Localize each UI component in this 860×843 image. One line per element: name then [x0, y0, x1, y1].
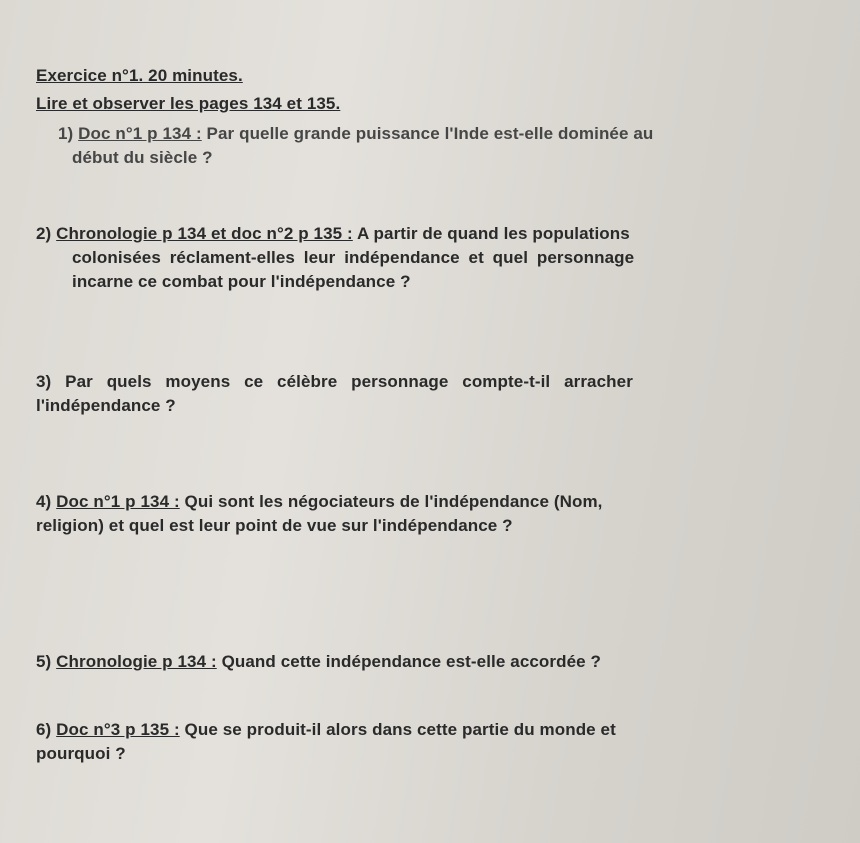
question-4-line-1: [36, 492, 603, 512]
question-6-line-1: [36, 720, 616, 740]
question-3-line-2: [36, 396, 176, 416]
question-1-reference: Doc n°1 p 134 :: [78, 124, 202, 143]
question-4-line-2: [36, 516, 513, 536]
question-6-text-1: Que se produit-il alors dans cette partie du monde et: [184, 720, 616, 739]
question-3-text-2: l'indépendance ?: [36, 396, 176, 415]
question-2-number: 2): [36, 224, 52, 243]
exercise-title: [36, 66, 243, 86]
question-4-text-1: Qui sont les négociateurs de l'indépendance (Nom,: [184, 492, 603, 511]
question-4-number: 4): [36, 492, 52, 511]
exercise-title-text: Exercice n°1. 20 minutes.: [36, 66, 243, 85]
question-5-line-1: [36, 652, 601, 672]
question-6-reference: Doc n°3 p 135 :: [56, 720, 180, 739]
exercise-instructions-text: Lire et observer les pages 134 et 135.: [36, 94, 341, 113]
question-2-line-3: [72, 272, 411, 292]
question-6-number: 6): [36, 720, 52, 739]
question-2-line-1: [36, 224, 630, 244]
question-5-text-1: Quand cette indépendance est-elle accordée ?: [221, 652, 602, 671]
question-1-text-2: début du siècle ?: [72, 148, 213, 167]
question-4-reference: Doc n°1 p 134 :: [56, 492, 180, 511]
question-1-text-1: Par quelle grande puissance l'Inde est-elle dominée au: [206, 124, 654, 143]
question-5-reference: Chronologie p 134 :: [56, 652, 217, 671]
question-3-line-1: [36, 372, 633, 392]
question-1-number: 1): [58, 124, 74, 143]
question-6-text-2: pourquoi ?: [36, 744, 126, 763]
question-5-number: 5): [36, 652, 52, 671]
question-2-text-1: A partir de quand les populations: [356, 224, 630, 243]
question-2-reference: Chronologie p 134 et doc n°2 p 135 :: [56, 224, 353, 243]
question-2-line-2: [72, 248, 634, 268]
question-4-text-2: religion) et quel est leur point de vue sur l'indépendance ?: [36, 516, 513, 535]
question-3-text-1: Par quels moyens ce célèbre personnage compte-t-il arracher: [65, 372, 633, 391]
question-2-text-2: colonisées réclament-elles leur indépendance et quel personnage: [72, 248, 635, 267]
question-3-number: 3): [36, 372, 52, 391]
question-1-line-2: [72, 148, 213, 168]
question-2-text-3: incarne ce combat pour l'indépendance ?: [72, 272, 411, 291]
exercise-instructions: [36, 94, 340, 114]
question-6-line-2: [36, 744, 126, 764]
question-1-line-1: [58, 124, 653, 144]
